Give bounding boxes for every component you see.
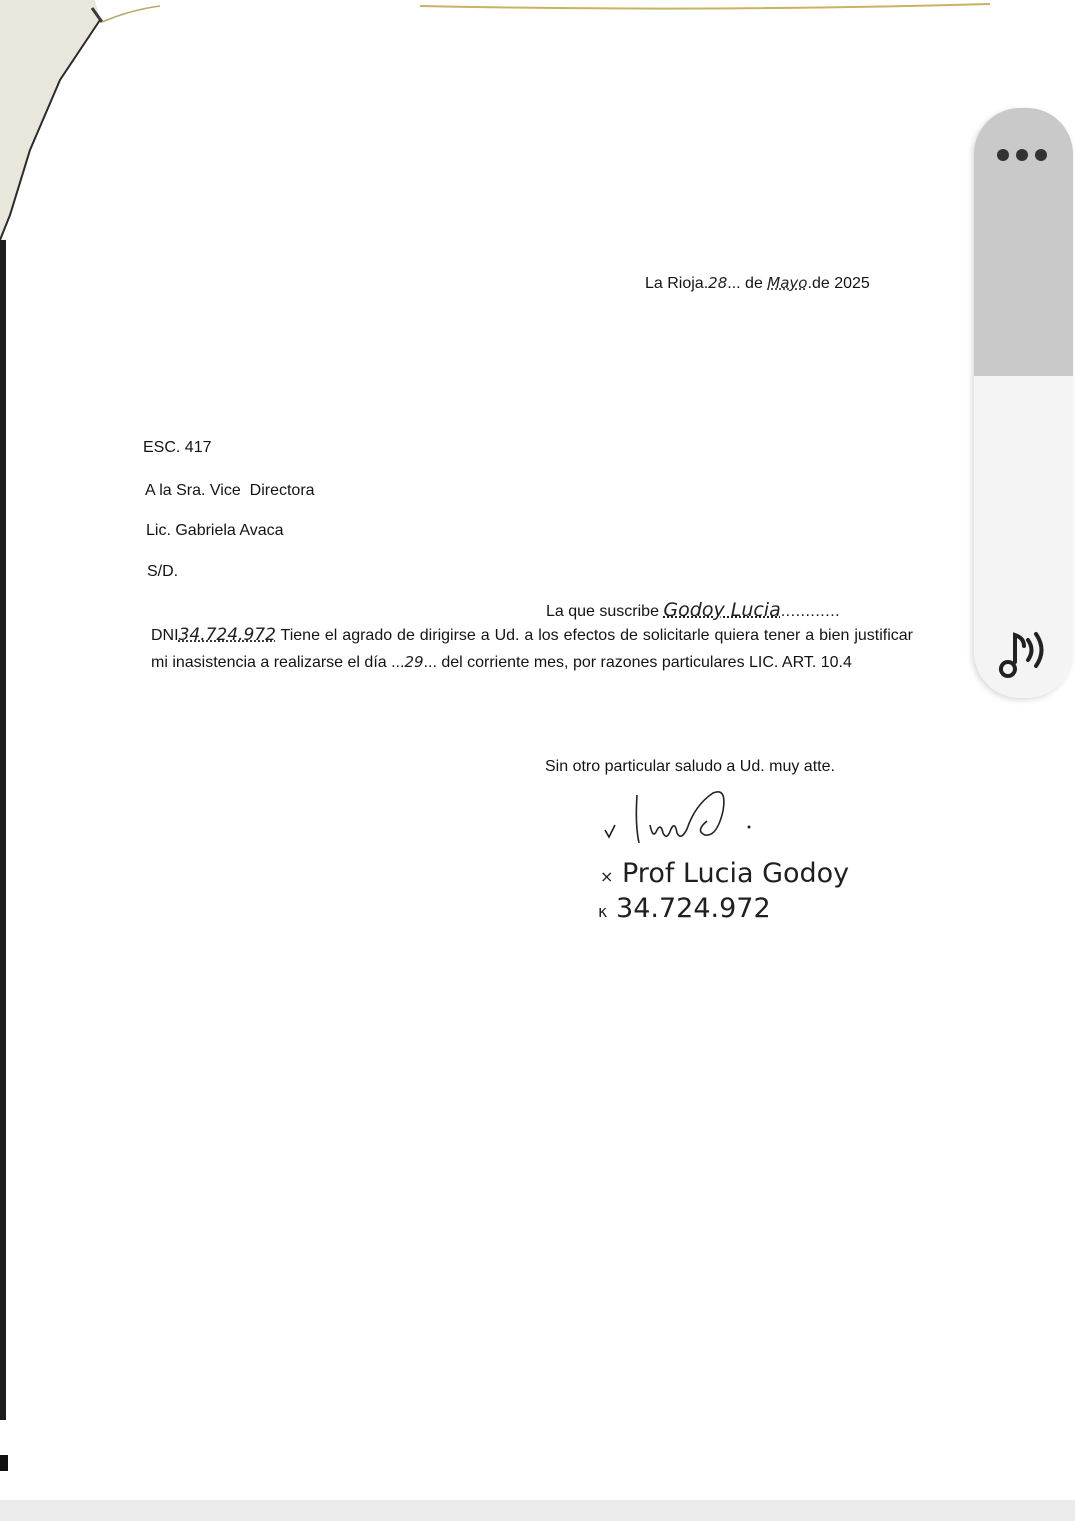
date-de: de xyxy=(745,275,763,292)
signature-dni-line xyxy=(598,893,771,924)
signature-dni: 34.724.972 xyxy=(616,893,771,924)
signature-name: Prof Lucia Godoy xyxy=(622,858,850,889)
date-month-handwritten: Mayo xyxy=(767,274,808,292)
date-place: La Rioja. xyxy=(645,275,709,292)
left-edge-shadow xyxy=(0,240,6,1420)
date-day-handwritten: 28 xyxy=(708,274,728,292)
body-text-1: Tiene el agrado de dirigirse a Ud. a los efectos de solicitarle quiera tener a bien justificar mi inasistencia a realizarse el día ... xyxy=(151,627,913,671)
absence-day-handwritten: 29 xyxy=(404,653,424,671)
closing-line: Sin otro particular saludo a Ud. muy atte. xyxy=(545,758,835,775)
dni-label: DNI xyxy=(151,627,179,644)
signer-line xyxy=(546,600,840,622)
speaker-audio-icon[interactable] xyxy=(988,620,1058,680)
recipient-school: ESC. 417 xyxy=(143,439,212,456)
date-year: .de 2025 xyxy=(807,275,870,292)
date-line xyxy=(645,273,870,294)
paper-fold-edge xyxy=(0,0,100,240)
signer-prefix: La que suscribe xyxy=(546,603,659,620)
signature-scribble xyxy=(595,785,765,855)
recipient-addressee: A la Sra. Vice Directora xyxy=(145,482,315,499)
viewer-bottom-bar xyxy=(0,1500,1075,1521)
signature-name-line xyxy=(600,858,849,889)
dni-handwritten: 34.724.972 xyxy=(178,625,276,645)
date-dots: ... xyxy=(727,275,741,292)
signature-mark-k: κ xyxy=(598,902,608,921)
viewer-side-panel xyxy=(974,108,1073,698)
request-paragraph xyxy=(151,622,913,676)
recipient-name: Lic. Gabriela Avaca xyxy=(146,522,284,539)
signature-mark-x: × xyxy=(600,867,614,886)
more-horizontal-icon[interactable] xyxy=(997,149,1053,163)
signer-dots: ............ xyxy=(780,603,841,620)
recipient-sd: S/D. xyxy=(147,563,179,580)
signer-handwritten-name: Godoy Lucia xyxy=(663,599,781,621)
body-text-2: ... del corriente mes, por razones particulares LIC. ART. 10.4 xyxy=(423,654,852,671)
